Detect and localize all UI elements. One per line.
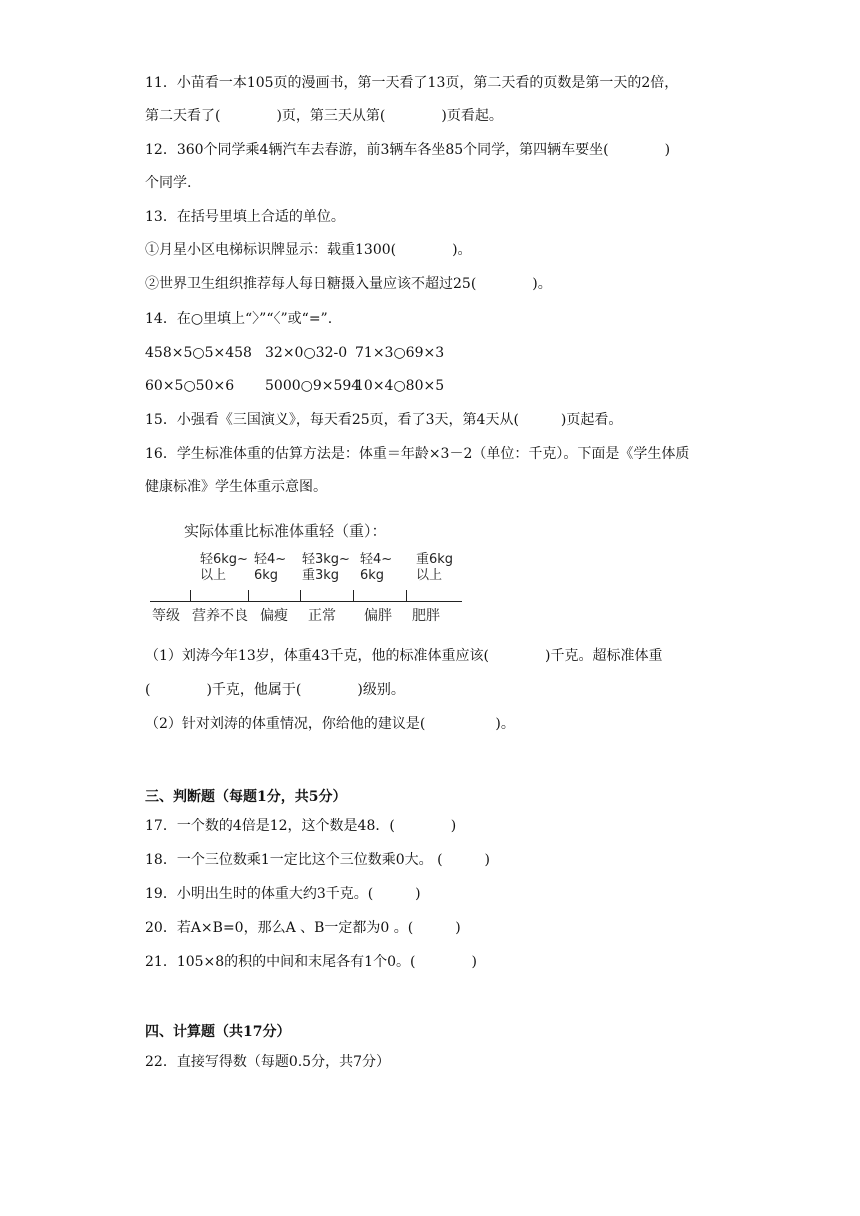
- q14-line1: 14．在○里填上“〉”“〈”或“=”.: [145, 311, 333, 327]
- judge-item: 21．105×8的积的中间和末尾各有1个0。( ): [145, 954, 477, 970]
- section3-heading: 三、判断题（每题1分，共5分）: [145, 789, 347, 805]
- q13-line2: ①月星小区电梯标识牌显示：载重1300( )。: [145, 242, 472, 258]
- q12-line2: 个同学.: [145, 175, 192, 191]
- diagram-axis: [150, 601, 462, 602]
- q22-line: 22．直接写得数（每题0.5分，共7分）: [145, 1054, 390, 1070]
- q16-sub1-line1: （1）刘涛今年13岁，体重43千克，他的标准体重应该( )千克。超标准体重: [145, 648, 663, 664]
- range-label: 轻4~ 6kg: [254, 552, 287, 583]
- category-label: 营养不良: [192, 608, 248, 624]
- axis-tick: [248, 590, 249, 601]
- q14-expr: 5000○9×594: [265, 378, 361, 394]
- range-label: 轻4~ 6kg: [360, 552, 393, 583]
- q14-expr: 60×5○50×6: [145, 378, 235, 394]
- category-label: 正常: [308, 608, 336, 624]
- q15-line1: 15．小强看《三国演义》，每天看25页，看了3天，第4天从( )页起看。: [145, 412, 623, 428]
- q14-expr: 32×0○32-0: [265, 345, 348, 361]
- judge-item: 17．一个数的4倍是12，这个数是48．( ): [145, 818, 457, 834]
- q12-line1: 12．360个同学乘4辆汽车去春游，前3辆车各坐85个同学，第四辆车要坐( ): [145, 142, 671, 158]
- q16-sub2: （2）针对刘涛的体重情况，你给他的建议是( )。: [145, 716, 515, 732]
- judge-item: 20．若A×B=0，那么A 、B一定都为0 。( ): [145, 920, 461, 936]
- range-label: 重6kg 以上: [416, 552, 454, 583]
- q11-line2: 第二天看了( )页，第三天从第( )页看起。: [145, 108, 503, 124]
- q14-row1: [145, 343, 725, 363]
- axis-tick: [300, 590, 301, 601]
- judge-item: 18．一个三位数乘1一定比这个三位数乘0大。 ( ): [145, 852, 491, 868]
- q16-line1: 16．学生标准体重的估算方法是：体重＝年龄×3－2（单位：千克）。下面是《学生体质: [145, 446, 690, 462]
- category-label: 肥胖: [412, 608, 440, 624]
- judge-item: 19．小明出生时的体重大约3千克。( ): [145, 886, 421, 902]
- category-label: 偏胖: [364, 608, 392, 624]
- axis-tick: [190, 590, 191, 601]
- q13-line3: ②世界卫生组织推荐每人每日糖摄入量应该不超过25( )。: [145, 276, 552, 292]
- q16-line2: 健康标准》学生体重示意图。: [145, 479, 327, 495]
- q16-sub1-line2: ( )千克，他属于( )级别。: [145, 682, 405, 698]
- q11-line1: 11．小苗看一本105页的漫画书，第一天看了13页，第二天看的页数是第一天的2倍，: [145, 75, 679, 91]
- q14-row2: [145, 376, 725, 396]
- q13-line1: 13．在括号里填上合适的单位。: [145, 209, 345, 225]
- category-label: 偏瘦: [260, 608, 288, 624]
- weight-diagram: [150, 512, 470, 630]
- diagram-title: 实际体重比标准体重轻（重）：: [184, 522, 387, 540]
- axis-tick: [406, 590, 407, 601]
- q14-expr: 71×3○69×3: [355, 345, 445, 361]
- category-label: 等级: [152, 608, 180, 624]
- range-label: 轻3kg~ 重3kg: [302, 552, 350, 583]
- q14-expr: 458×5○5×458: [145, 345, 252, 361]
- section4-heading: 四、计算题（共17分）: [145, 1024, 291, 1040]
- axis-tick: [353, 590, 354, 601]
- q14-expr: 10×4○80×5: [355, 378, 445, 394]
- range-label: 轻6kg~ 以上: [200, 552, 248, 583]
